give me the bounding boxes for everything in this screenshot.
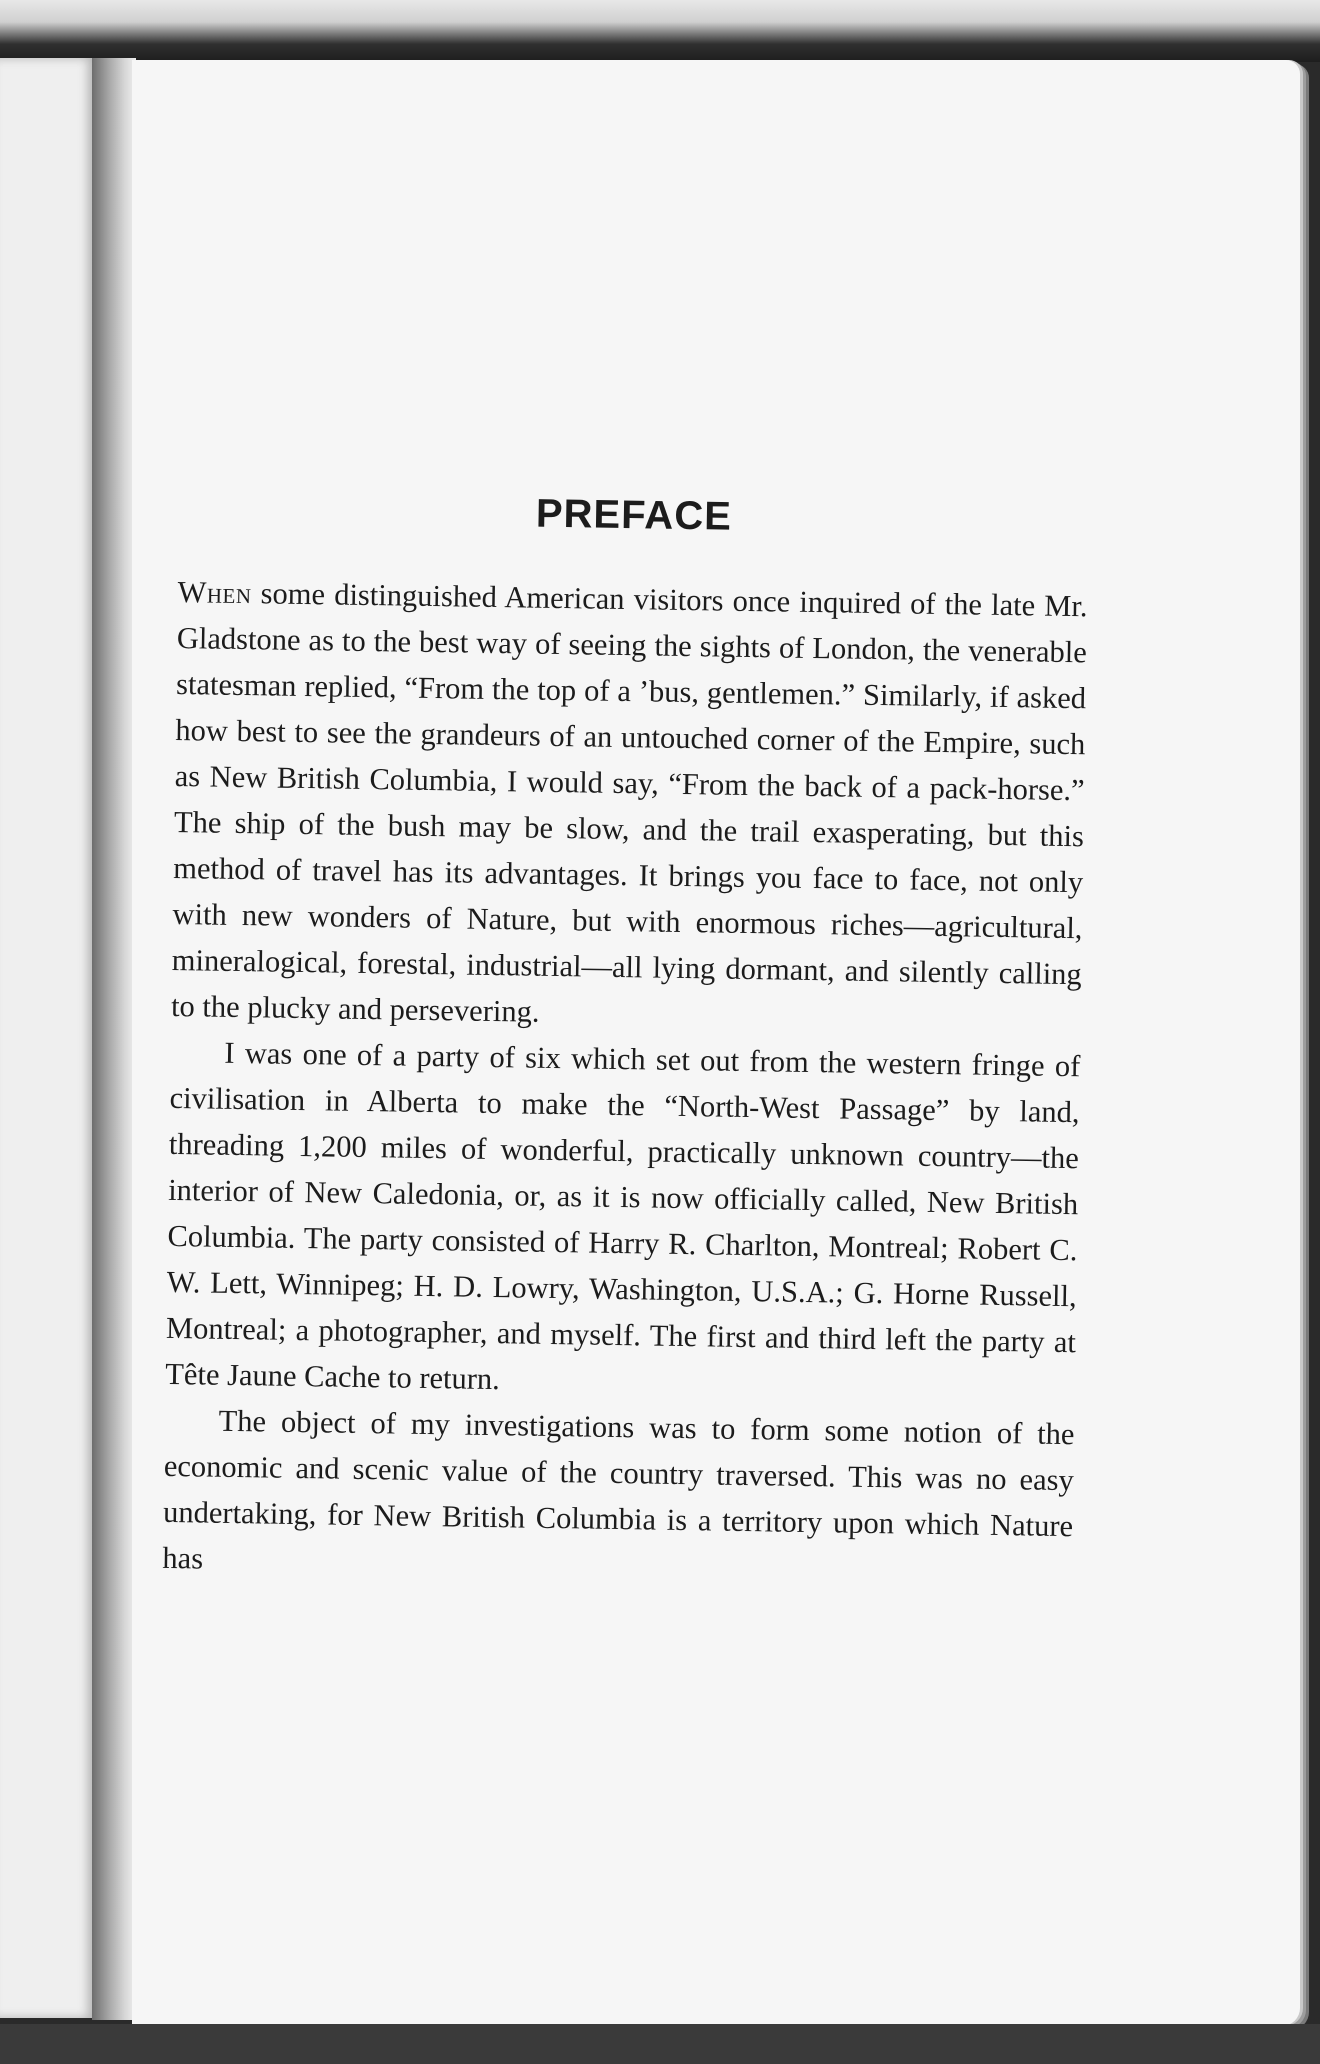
scan-bottom-edge [0,2024,1320,2064]
paragraph-1-text: some distinguished American visitors once inquired of the late Mr. Gladstone as to the best way of seeing the sights of London, the venerable statesman replied, “From the top of a ’bus, gentlemen.” Similarly, if asked how best to see the grandeurs of an untouched corner of the Empire, such as New British Columbia, I would say, “From the back of a pack-horse.” The ship of the bush may be slow, and the trail exasperating, but this method of travel has its advantages. It brings you face to face, not only with new wonders of Nature, but with enormous riches—agricultural, mineralogical, forestal, industrial—all lying dormant, and silently calling to the plucky and persevering. [170,576,1088,1029]
book-gutter [92,58,136,2020]
scan-top-edge [0,0,1320,62]
paragraph-2: I was one of a party of six which set out from the western fringe of civilisation in Alberta to make the “North-West Passage” by land, threading 1,200 miles of wonderful, practically unknown country—the interior of New Caledonia, or, as it is now officially called, New British Columbia. The party consisted of Harry R. Charlton, Montreal; Robert C. W. Lett, Winnipeg; H. D. Lowry, Washington, U.S.A.; G. Horne Russell, Montreal; a photographer, and myself. The first and third left the party at Tête Jaune Cache to return. [165,1035,1081,1397]
page-text-block [162,491,1088,1595]
paragraph-1 [171,569,1088,1043]
paragraph-3: The object of my investigations was to form some notion of the economic and scenic value of the country traversed. This was no easy undertaking, for New British Columbia is a territory upon which Nature has [162,1403,1075,1576]
paragraph-lead-word: When [177,574,252,611]
page-title: PREFACE [535,491,733,539]
facing-page-edge [0,58,96,2018]
